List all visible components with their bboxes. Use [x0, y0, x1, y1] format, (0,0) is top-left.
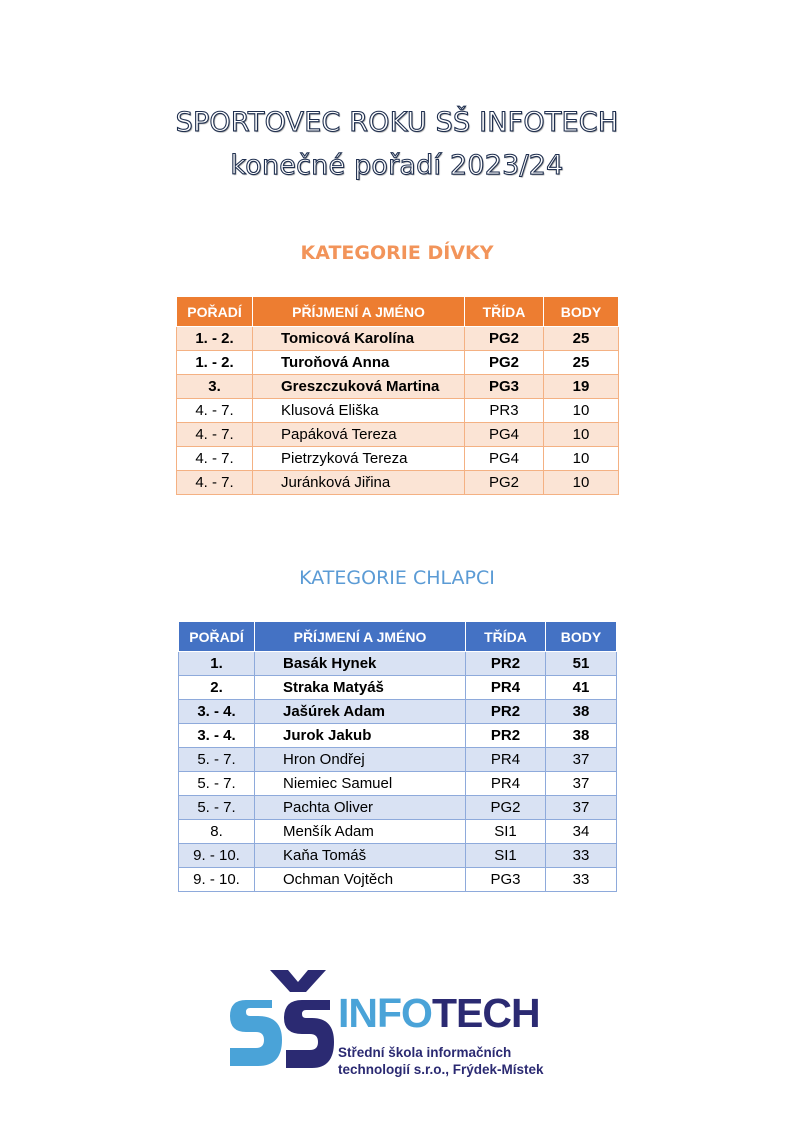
- name-cell: Jašúrek Adam: [255, 700, 466, 724]
- rank-cell: 4. - 7.: [177, 447, 253, 471]
- name-cell: Jurok Jakub: [255, 724, 466, 748]
- rank-cell: 3.: [177, 375, 253, 399]
- rank-cell: 5. - 7.: [179, 796, 255, 820]
- rank-cell: 3. - 4.: [179, 700, 255, 724]
- class-cell: SI1: [466, 820, 546, 844]
- header-class: TŘÍDA: [465, 297, 544, 327]
- rank-cell: 4. - 7.: [177, 399, 253, 423]
- logo-brand: [338, 990, 540, 1037]
- rank-cell: 9. - 10.: [179, 844, 255, 868]
- rank-cell: 3. - 4.: [179, 724, 255, 748]
- points-cell: 33: [546, 868, 617, 892]
- name-cell: Niemiec Samuel: [255, 772, 466, 796]
- table-header-row: [177, 297, 619, 327]
- table-row: [179, 820, 617, 844]
- class-cell: PG3: [465, 375, 544, 399]
- logo-brand-info: INFO: [338, 990, 432, 1036]
- table-row: [179, 748, 617, 772]
- name-cell: Basák Hynek: [255, 652, 466, 676]
- rank-cell: 1.: [179, 652, 255, 676]
- logo-subtitle-line2: technologií s.r.o., Frýdek-Místek: [338, 1062, 544, 1077]
- table-row: [177, 471, 619, 495]
- class-cell: PR3: [465, 399, 544, 423]
- class-cell: PG2: [466, 796, 546, 820]
- points-cell: 34: [546, 820, 617, 844]
- points-cell: 38: [546, 724, 617, 748]
- header-class: TŘÍDA: [466, 622, 546, 652]
- page-subtitle: konečné pořadí 2023/24: [230, 150, 564, 181]
- class-cell: PG2: [465, 351, 544, 375]
- girls-results-table: [176, 296, 619, 495]
- class-cell: PR2: [466, 652, 546, 676]
- header-rank: POŘADÍ: [177, 297, 253, 327]
- rank-cell: 4. - 7.: [177, 423, 253, 447]
- rank-cell: 8.: [179, 820, 255, 844]
- class-cell: PG4: [465, 447, 544, 471]
- header-points: BODY: [544, 297, 619, 327]
- points-cell: 37: [546, 796, 617, 820]
- name-cell: Pietrzyková Tereza: [253, 447, 465, 471]
- name-cell: Pachta Oliver: [255, 796, 466, 820]
- name-cell: Papáková Tereza: [253, 423, 465, 447]
- table-row: [179, 772, 617, 796]
- header-rank: POŘADÍ: [179, 622, 255, 652]
- rank-cell: 5. - 7.: [179, 772, 255, 796]
- table-row: [177, 327, 619, 351]
- girls-category-heading: KATEGORIE DÍVKY: [300, 242, 494, 264]
- header-name: PŘÍJMENÍ A JMÉNO: [253, 297, 465, 327]
- table-row: [179, 724, 617, 748]
- points-cell: 51: [546, 652, 617, 676]
- class-cell: PG4: [465, 423, 544, 447]
- name-cell: Ochman Vojtěch: [255, 868, 466, 892]
- table-row: [179, 676, 617, 700]
- school-logo: [226, 968, 576, 1083]
- rank-cell: 5. - 7.: [179, 748, 255, 772]
- name-cell: Turoňová Anna: [253, 351, 465, 375]
- class-cell: PR4: [466, 676, 546, 700]
- table-row: [179, 796, 617, 820]
- points-cell: 38: [546, 700, 617, 724]
- header-name: PŘÍJMENÍ A JMÉNO: [255, 622, 466, 652]
- rank-cell: 1. - 2.: [177, 351, 253, 375]
- points-cell: 10: [544, 423, 619, 447]
- points-cell: 33: [546, 844, 617, 868]
- points-cell: 10: [544, 399, 619, 423]
- points-cell: 25: [544, 327, 619, 351]
- name-cell: Kaňa Tomáš: [255, 844, 466, 868]
- table-row: [177, 399, 619, 423]
- boys-results-table: [178, 621, 617, 892]
- rank-cell: 4. - 7.: [177, 471, 253, 495]
- points-cell: 10: [544, 447, 619, 471]
- points-cell: 25: [544, 351, 619, 375]
- class-cell: PG2: [465, 327, 544, 351]
- rank-cell: 2.: [179, 676, 255, 700]
- name-cell: Hron Ondřej: [255, 748, 466, 772]
- points-cell: 41: [546, 676, 617, 700]
- points-cell: 10: [544, 471, 619, 495]
- name-cell: Juránková Jiřina: [253, 471, 465, 495]
- name-cell: Greszczuková Martina: [253, 375, 465, 399]
- table-row: [179, 868, 617, 892]
- boys-category-heading: KATEGORIE CHLAPCI: [299, 567, 495, 589]
- name-cell: Straka Matyáš: [255, 676, 466, 700]
- name-cell: Klusová Eliška: [253, 399, 465, 423]
- header-points: BODY: [546, 622, 617, 652]
- points-cell: 37: [546, 772, 617, 796]
- class-cell: PG2: [465, 471, 544, 495]
- name-cell: Menšík Adam: [255, 820, 466, 844]
- rank-cell: 9. - 10.: [179, 868, 255, 892]
- class-cell: PG3: [466, 868, 546, 892]
- table-row: [177, 375, 619, 399]
- table-row: [179, 652, 617, 676]
- table-row: [177, 351, 619, 375]
- class-cell: PR4: [466, 772, 546, 796]
- class-cell: PR2: [466, 700, 546, 724]
- name-cell: Tomicová Karolína: [253, 327, 465, 351]
- class-cell: SI1: [466, 844, 546, 868]
- class-cell: PR2: [466, 724, 546, 748]
- table-row: [177, 447, 619, 471]
- table-row: [179, 700, 617, 724]
- table-row: [177, 423, 619, 447]
- table-header-row: [179, 622, 617, 652]
- rank-cell: 1. - 2.: [177, 327, 253, 351]
- ss-logo-mark-icon: [226, 968, 338, 1080]
- logo-brand-tech: TECH: [431, 990, 540, 1036]
- logo-subtitle-line1: Střední škola informačních: [338, 1045, 512, 1060]
- class-cell: PR4: [466, 748, 546, 772]
- table-row: [179, 844, 617, 868]
- points-cell: 19: [544, 375, 619, 399]
- points-cell: 37: [546, 748, 617, 772]
- page-title: SPORTOVEC ROKU SŠ INFOTECH: [175, 107, 619, 138]
